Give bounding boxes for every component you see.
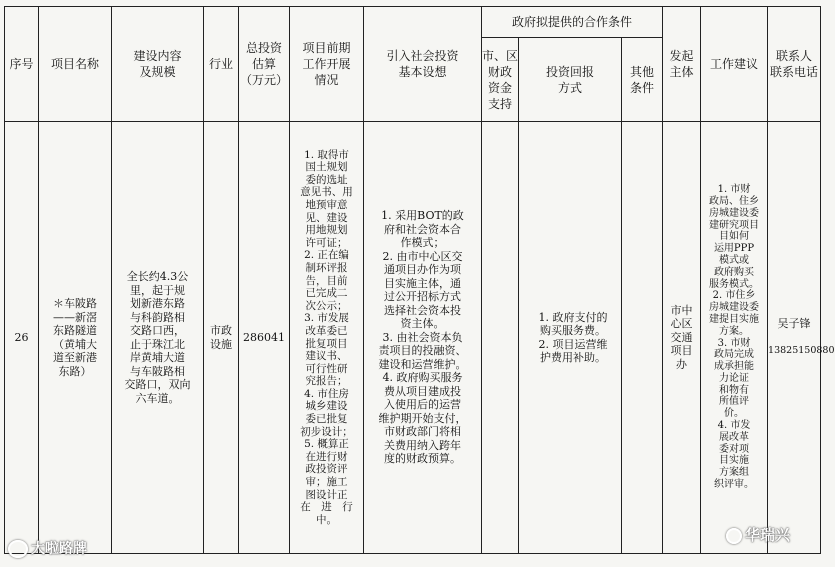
header-row-1 xyxy=(5,7,821,38)
weibo-logo-icon xyxy=(8,540,28,558)
cell-content: 全长约4.3公 里，起于规 划新港东路 与科韵路相 交路口西， 止于珠江北 岸黄埔大道 与车陂路相 交路口，双向 六车道。 xyxy=(112,122,204,554)
cell-social-capital: 1. 采用BOT的政 府和社会资本合 作模式； 2. 由市中心区交 通项目办作为项 目实施主体，通 过公开招标方式 选择社会资本投 资主体。 3. 由社会资本负 责项目的投融资、 建设和运营维护。 4. 政府购买服务 费从项目建成投 入使用后的运营 维护期开始支付， 市财政部门将相 关费用纳入跨年 度的财政预算。 xyxy=(364,122,482,554)
header-funding: 市、区 财政 资金 支持 xyxy=(482,38,519,122)
cell-preliminary: 1. 取得市 国土规划 委的选址 意见书、用 地预审意 见、建设 用地规划 许可证； 2. 正在编 制环评报 告，目前 已完成二 次公示； 3. 市发展 改革委已 批复项目 建议书、 可行性研 究报告； 4. 市住房 城乡建设 委已批复 初步设计； 5. 概算正 在进行财 政投资评 审；施工 图设计正 在 进 行 中。 xyxy=(290,122,364,554)
header-initiator: 发起 主体 xyxy=(663,7,701,122)
cell-industry: 市政 设施 xyxy=(204,122,239,554)
watermark-left-text: 大啦路牌 xyxy=(31,541,87,557)
header-contact: 联系人 联系电话 xyxy=(768,7,821,122)
header-content: 建设内容 及规模 xyxy=(112,7,204,122)
table-row xyxy=(5,122,821,554)
watermark-right xyxy=(726,524,790,545)
header-conditions-group: 政府拟提供的合作条件 xyxy=(482,7,663,38)
contact-name: 吴子锋 xyxy=(777,317,811,331)
watermark-left xyxy=(8,538,87,558)
cell-seq: 26 xyxy=(5,122,39,554)
header-industry: 行业 xyxy=(204,7,239,122)
header-other-conditions: 其他 条件 xyxy=(622,38,663,122)
cell-investment: 286041 xyxy=(239,122,290,554)
cell-other-conditions xyxy=(622,122,663,554)
project-table xyxy=(4,6,835,554)
cell-contact xyxy=(768,122,835,554)
header-preliminary: 项目前期 工作开展 情况 xyxy=(290,7,364,122)
cell-suggestion: 1. 市财 政局、住乡 房城建设委 建研究项目 目如何 运用PPP 模式或 政府购买 服务模式。 2. 市住乡 房城建设委 建提目实施 方案。 3. 市财 政局完成 成承担能 力论证 和物有 所值评 价。 4. 市发 展改革 委对项 目实施 方案组 织评审。 xyxy=(701,122,768,554)
watermark-right-text: 华瑞兴 xyxy=(745,526,791,544)
wechat-logo-icon xyxy=(726,528,742,544)
cell-initiator: 市中 心区 交通 项目 办 xyxy=(663,122,701,554)
header-name: 项目名称 xyxy=(39,7,112,122)
header-suggestion: 工作建议 xyxy=(701,7,768,122)
header-investment: 总投资 估算 （万元） xyxy=(239,7,290,122)
cell-name: ＊车陂路 ——新滘 东路隧道 （黄埔大 道至新港 东路） xyxy=(39,122,112,554)
cell-funding xyxy=(482,122,519,554)
header-seq: 序号 xyxy=(5,7,39,122)
header-return-method: 投资回报 方式 xyxy=(519,38,622,122)
header-social-capital: 引入社会投资 基本设想 xyxy=(364,7,482,122)
contact-phone: 13825150880 xyxy=(768,345,835,357)
cell-return-method: 1. 政府支付的 购买服务费。 2. 项目运营维 护费用补助。 xyxy=(519,122,622,554)
